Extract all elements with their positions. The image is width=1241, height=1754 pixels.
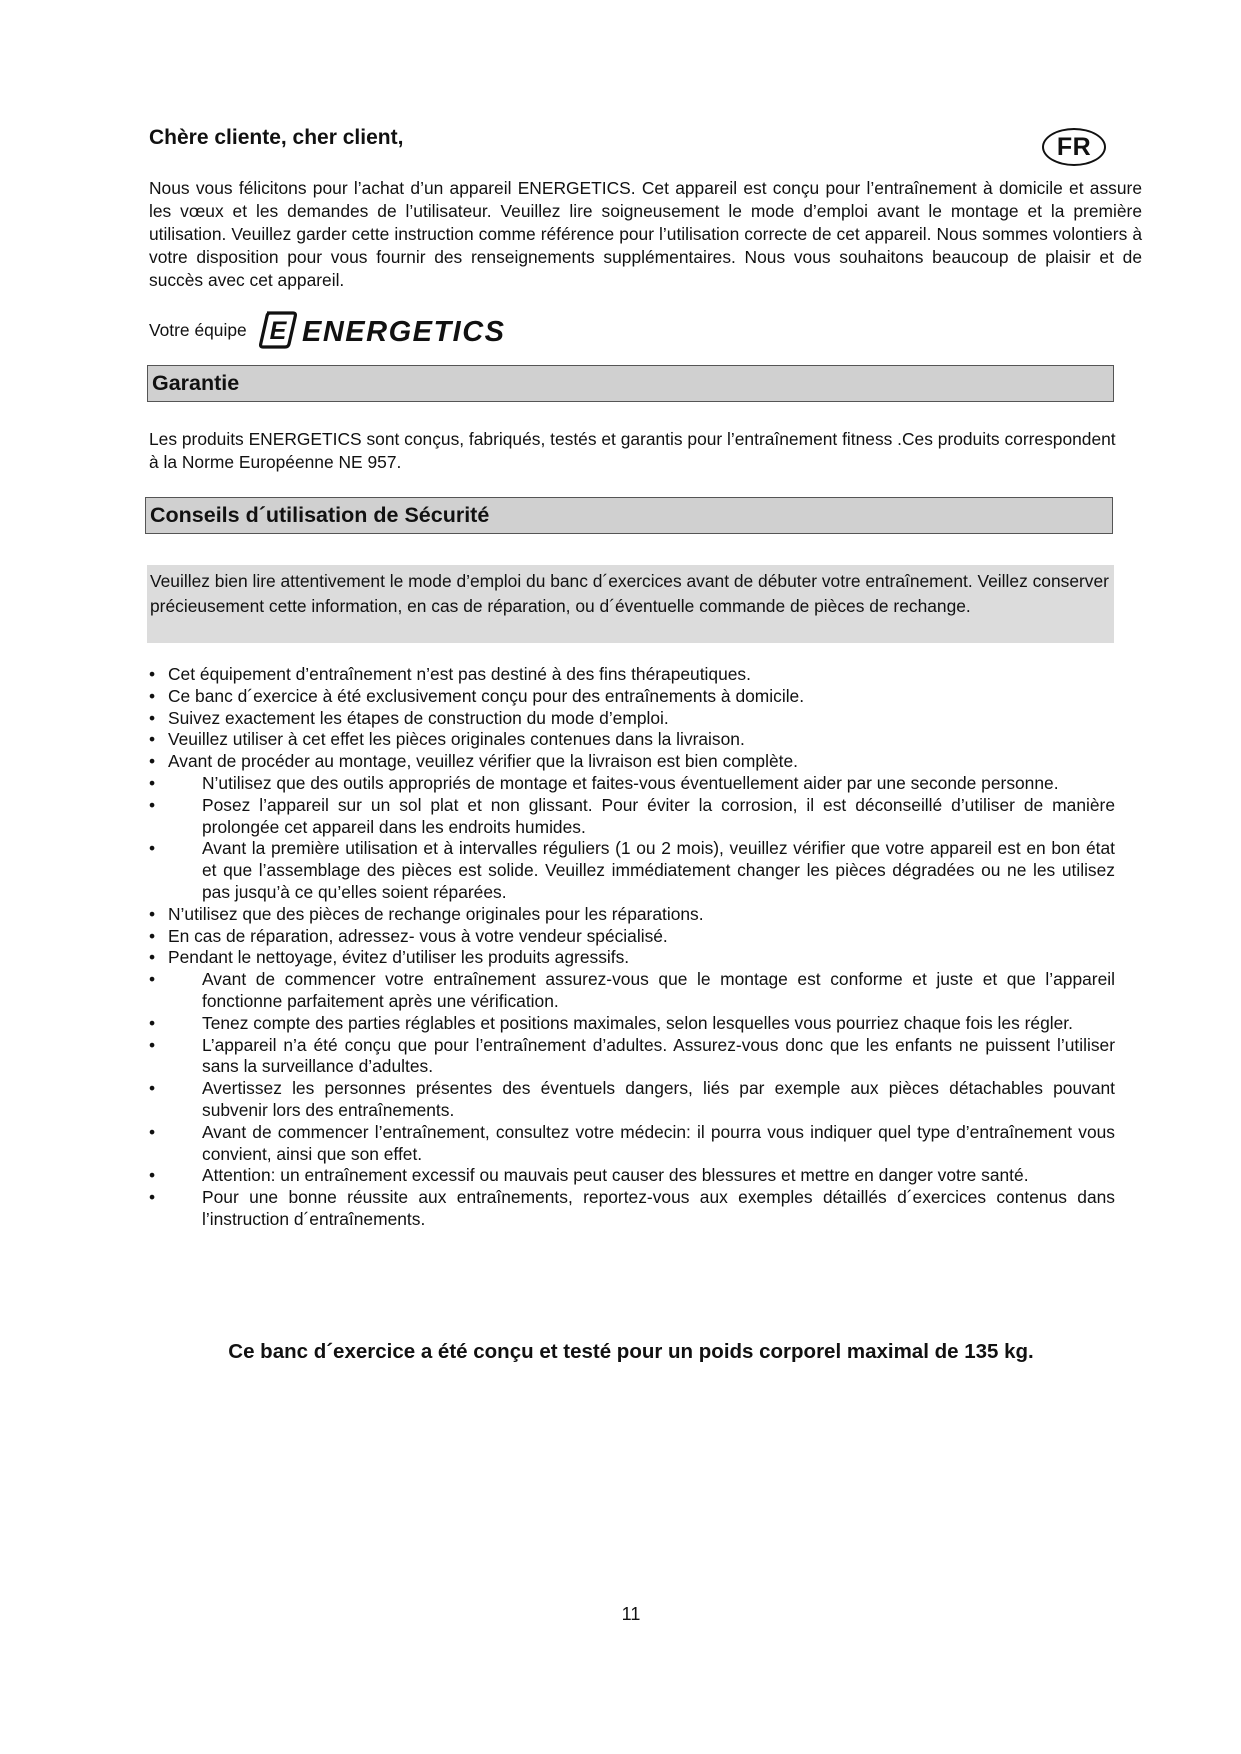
team-label: Votre équipe bbox=[149, 319, 247, 340]
bullet-icon: • bbox=[149, 772, 156, 793]
list-item: • En cas de réparation, adressez- vous à votre vendeur spécialisé. bbox=[149, 925, 668, 946]
energetics-logo-wordmark bbox=[298, 311, 508, 349]
list-item: • Tenez compte des parties réglables et positions maximales, selon lesquelles vous pourriez chaque fois les régler. bbox=[149, 1012, 1073, 1033]
list-item: • Suivez exactement les étapes de construction du mode d’emploi. bbox=[149, 707, 669, 728]
energetics-logo-icon bbox=[258, 311, 298, 349]
list-item: • Attention: un entraînement excessif ou mauvais peut causer des blessures et mettre en danger votre santé. bbox=[149, 1165, 1029, 1186]
bullet-icon: • bbox=[149, 947, 156, 968]
bullet-icon: • bbox=[149, 707, 156, 728]
safety-list bbox=[149, 664, 1115, 1231]
bullet-icon: • bbox=[149, 903, 156, 924]
bullet-icon: • bbox=[149, 1034, 156, 1055]
bullet-icon: • bbox=[149, 794, 156, 815]
bullet-icon: • bbox=[149, 751, 156, 772]
bullet-icon: • bbox=[149, 1078, 156, 1099]
language-badge: FR bbox=[1042, 128, 1106, 166]
safety-notice: Veuillez bien lire attentivement le mode d’emploi du banc d´exercices avant de débuter votre entraînement. Veillez conserver précieusement cette information, en cas de réparation, ou d´éventuelle commande de pièces de rechange. bbox=[147, 565, 1114, 643]
bullet-icon: • bbox=[149, 729, 156, 750]
bullet-icon: • bbox=[149, 925, 156, 946]
list-item: • Veuillez utiliser à cet effet les pièces originales contenues dans la livraison. bbox=[149, 729, 745, 750]
greeting-heading: Chère cliente, cher client, bbox=[149, 126, 404, 149]
list-item: • Pendant le nettoyage, évitez d’utiliser les produits agressifs. bbox=[149, 947, 630, 968]
list-item: • N’utilisez que des pièces de rechange originales pour les réparations. bbox=[149, 903, 704, 924]
logo-text: ENERGETICS bbox=[301, 316, 506, 348]
list-item: • Avant de procéder au montage, veuillez vérifier que la livraison est bien complète. bbox=[149, 751, 798, 772]
max-weight-statement: Ce banc d´exercice a été conçu et testé pour un poids corporel maximal de 135 kg. bbox=[228, 1340, 1034, 1363]
list-item: • Cet équipement d’entraînement n’est pas destiné à des fins thérapeutiques. bbox=[149, 664, 751, 684]
securite-section-title: Conseils d´utilisation de Sécurité bbox=[145, 497, 1113, 534]
list-item: • L’appareil n’a été conçu que pour l’entraînement d’adultes. Assurez-vous donc que les enfants ne puissent l’utiliser sans la surveillance d’adultes. bbox=[149, 1034, 1115, 1077]
list-item: • Avertissez les personnes présentes des éventuels dangers, liés par exemple aux pièces détachables pouvant subvenir lors des entraînements. bbox=[149, 1078, 1115, 1120]
energetics-logo bbox=[258, 311, 508, 349]
list-item: • Avant la première utilisation et à intervalles réguliers (1 ou 2 mois), veuillez vérifier que votre appareil est en bon état et que l’assemblage des pièces est solide. Veuillez immédiatement changer les pièces dégradées ou ne les utilisez pas jusqu’à ce qu’elles soient réparées. bbox=[149, 838, 1115, 902]
bullet-icon: • bbox=[149, 838, 156, 859]
list-item: • Pour une bonne réussite aux entraînements, reportez-vous aux exemples détaillés d´exercices contenus dans l’instruction d´entraînements. bbox=[149, 1187, 1115, 1229]
intro-paragraph: Nous vous félicitons pour l’achat d’un appareil ENERGETICS. Cet appareil est conçu pour l’entraînement à domicile et assure les vœux et les demandes de l’utilisateur. Veuillez lire soigneusement le mode d’emploi avant le montage et la première utilisation. Veuillez garder cette instruction comme référence pour l’utilisation correcte de cet appareil. Nous sommes volontiers à votre disposition pour vous fournir des renseignements supplémentaires. Nous vous souhaitons beaucoup de plaisir et de succès avec cet appareil. bbox=[149, 178, 1142, 290]
list-item: • Avant de commencer l’entraînement, consultez votre médecin: il pourra vous indiquer quel type d’entraînement vous convient, ainsi que son effet. bbox=[149, 1121, 1115, 1164]
bullet-icon: • bbox=[149, 1165, 156, 1186]
list-item: • Posez l’appareil sur un sol plat et non glissant. Pour éviter la corrosion, il est déconseillé d’utiliser de manière prolongée cet appareil dans les endroits humides. bbox=[149, 794, 1115, 837]
list-item: • N’utilisez que des outils appropriés de montage et faites-vous éventuellement aider par une seconde personne. bbox=[149, 772, 1059, 793]
team-signature bbox=[149, 310, 508, 350]
bullet-icon: • bbox=[149, 969, 156, 990]
bullet-icon: • bbox=[149, 1187, 156, 1208]
bullet-icon: • bbox=[149, 1121, 156, 1142]
garantie-section-title: Garantie bbox=[147, 365, 1114, 402]
page-number: 11 bbox=[621, 1604, 641, 1624]
list-item: • Ce banc d´exercice à été exclusivement conçu pour des entraînements à domicile. bbox=[149, 685, 805, 706]
bullet-icon: • bbox=[149, 664, 156, 684]
garantie-paragraph: Les produits ENERGETICS sont conçus, fabriqués, testés et garantis pour l’entraînement fitness .Ces produits correspondent à la Norme Européenne NE 957. bbox=[149, 429, 1116, 472]
list-item: • Avant de commencer votre entraînement assurez-vous que le montage est conforme et juste et que l’appareil fonctionne parfaitement après une vérification. bbox=[149, 969, 1115, 1011]
logo-letter: E bbox=[269, 317, 287, 345]
bullet-icon: • bbox=[149, 685, 156, 706]
bullet-icon: • bbox=[149, 1012, 156, 1033]
